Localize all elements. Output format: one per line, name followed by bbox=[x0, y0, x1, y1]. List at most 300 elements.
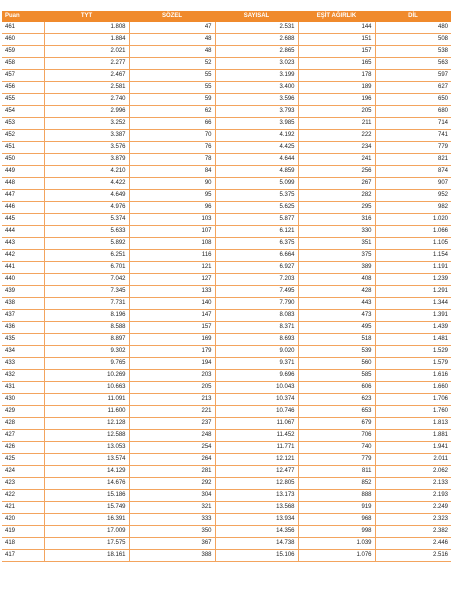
cell-tyt: 16.391 bbox=[44, 514, 129, 526]
cell-puan: 417 bbox=[2, 550, 44, 562]
cell-tyt: 2.996 bbox=[44, 106, 129, 118]
cell-dil: 1.881 bbox=[375, 430, 451, 442]
cell-puan: 450 bbox=[2, 154, 44, 166]
cell-tyt: 15.749 bbox=[44, 502, 129, 514]
cell-puan: 452 bbox=[2, 130, 44, 142]
header-puan: Puan bbox=[2, 11, 44, 22]
cell-tyt: 1.884 bbox=[44, 34, 129, 46]
cell-esit-agirlik: 518 bbox=[298, 334, 375, 346]
cell-esit-agirlik: 316 bbox=[298, 214, 375, 226]
cell-tyt: 12.128 bbox=[44, 418, 129, 430]
cell-puan: 461 bbox=[2, 22, 44, 34]
cell-esit-agirlik: 653 bbox=[298, 406, 375, 418]
cell-tyt: 5.892 bbox=[44, 238, 129, 250]
cell-sozel: 350 bbox=[129, 526, 215, 538]
cell-puan: 441 bbox=[2, 262, 44, 274]
cell-tyt: 2.277 bbox=[44, 58, 129, 70]
table-row bbox=[2, 94, 451, 106]
cell-sayisal: 2.865 bbox=[215, 46, 298, 58]
cell-esit-agirlik: 408 bbox=[298, 274, 375, 286]
cell-esit-agirlik: 811 bbox=[298, 466, 375, 478]
cell-sayisal: 10.374 bbox=[215, 394, 298, 406]
cell-tyt: 12.588 bbox=[44, 430, 129, 442]
cell-dil: 1.391 bbox=[375, 310, 451, 322]
cell-puan: 428 bbox=[2, 418, 44, 430]
cell-sayisal: 7.495 bbox=[215, 286, 298, 298]
cell-esit-agirlik: 679 bbox=[298, 418, 375, 430]
cell-tyt: 7.042 bbox=[44, 274, 129, 286]
cell-tyt: 10.663 bbox=[44, 382, 129, 394]
cell-sayisal: 5.099 bbox=[215, 178, 298, 190]
cell-dil: 1.066 bbox=[375, 226, 451, 238]
cell-sayisal: 12.121 bbox=[215, 454, 298, 466]
cell-esit-agirlik: 295 bbox=[298, 202, 375, 214]
cell-sayisal: 8.083 bbox=[215, 310, 298, 322]
cell-sayisal: 3.400 bbox=[215, 82, 298, 94]
cell-sozel: 133 bbox=[129, 286, 215, 298]
table-row bbox=[2, 370, 451, 382]
cell-sayisal: 6.664 bbox=[215, 250, 298, 262]
cell-tyt: 2.581 bbox=[44, 82, 129, 94]
cell-puan: 445 bbox=[2, 214, 44, 226]
cell-sayisal: 6.375 bbox=[215, 238, 298, 250]
cell-dil: 1.239 bbox=[375, 274, 451, 286]
score-ranking-table bbox=[2, 11, 451, 562]
cell-esit-agirlik: 443 bbox=[298, 298, 375, 310]
cell-dil: 1.291 bbox=[375, 286, 451, 298]
cell-sozel: 78 bbox=[129, 154, 215, 166]
cell-tyt: 3.252 bbox=[44, 118, 129, 130]
cell-dil: 982 bbox=[375, 202, 451, 214]
cell-sozel: 221 bbox=[129, 406, 215, 418]
table-row bbox=[2, 430, 451, 442]
cell-sozel: 70 bbox=[129, 130, 215, 142]
cell-dil: 2.193 bbox=[375, 490, 451, 502]
cell-esit-agirlik: 495 bbox=[298, 322, 375, 334]
cell-tyt: 8.196 bbox=[44, 310, 129, 322]
cell-puan: 449 bbox=[2, 166, 44, 178]
cell-puan: 457 bbox=[2, 70, 44, 82]
cell-esit-agirlik: 888 bbox=[298, 490, 375, 502]
cell-sayisal: 11.452 bbox=[215, 430, 298, 442]
cell-tyt: 2.740 bbox=[44, 94, 129, 106]
cell-sozel: 121 bbox=[129, 262, 215, 274]
header-sozel: SÖZEL bbox=[129, 11, 215, 22]
cell-sozel: 95 bbox=[129, 190, 215, 202]
cell-puan: 424 bbox=[2, 466, 44, 478]
cell-puan: 439 bbox=[2, 286, 44, 298]
table-header bbox=[2, 11, 451, 22]
cell-esit-agirlik: 282 bbox=[298, 190, 375, 202]
cell-puan: 432 bbox=[2, 370, 44, 382]
cell-dil: 480 bbox=[375, 22, 451, 34]
cell-esit-agirlik: 330 bbox=[298, 226, 375, 238]
cell-tyt: 4.210 bbox=[44, 166, 129, 178]
table-row bbox=[2, 142, 451, 154]
cell-sozel: 147 bbox=[129, 310, 215, 322]
score-ranking-table-container bbox=[2, 11, 451, 562]
table-row bbox=[2, 310, 451, 322]
cell-esit-agirlik: 151 bbox=[298, 34, 375, 46]
table-row bbox=[2, 538, 451, 550]
table-row bbox=[2, 82, 451, 94]
cell-sayisal: 2.531 bbox=[215, 22, 298, 34]
header-row bbox=[2, 11, 451, 22]
cell-dil: 779 bbox=[375, 142, 451, 154]
cell-sayisal: 5.625 bbox=[215, 202, 298, 214]
cell-tyt: 6.251 bbox=[44, 250, 129, 262]
table-body bbox=[2, 22, 451, 562]
cell-dil: 1.105 bbox=[375, 238, 451, 250]
cell-puan: 422 bbox=[2, 490, 44, 502]
table-row bbox=[2, 166, 451, 178]
cell-sozel: 237 bbox=[129, 418, 215, 430]
cell-esit-agirlik: 144 bbox=[298, 22, 375, 34]
cell-sayisal: 9.696 bbox=[215, 370, 298, 382]
cell-sayisal: 10.043 bbox=[215, 382, 298, 394]
cell-sayisal: 2.688 bbox=[215, 34, 298, 46]
cell-puan: 440 bbox=[2, 274, 44, 286]
cell-tyt: 8.588 bbox=[44, 322, 129, 334]
header-esit-agirlik: EŞİT AĞIRLIK bbox=[298, 11, 375, 22]
cell-puan: 443 bbox=[2, 238, 44, 250]
cell-sozel: 127 bbox=[129, 274, 215, 286]
cell-puan: 460 bbox=[2, 34, 44, 46]
cell-esit-agirlik: 234 bbox=[298, 142, 375, 154]
cell-tyt: 7.345 bbox=[44, 286, 129, 298]
cell-dil: 2.133 bbox=[375, 478, 451, 490]
cell-sozel: 292 bbox=[129, 478, 215, 490]
cell-esit-agirlik: 267 bbox=[298, 178, 375, 190]
cell-puan: 437 bbox=[2, 310, 44, 322]
header-sayisal: SAYISAL bbox=[215, 11, 298, 22]
cell-tyt: 3.879 bbox=[44, 154, 129, 166]
cell-dil: 1.813 bbox=[375, 418, 451, 430]
cell-dil: 1.706 bbox=[375, 394, 451, 406]
cell-tyt: 3.576 bbox=[44, 142, 129, 154]
cell-tyt: 4.976 bbox=[44, 202, 129, 214]
cell-puan: 455 bbox=[2, 94, 44, 106]
cell-tyt: 15.186 bbox=[44, 490, 129, 502]
cell-sozel: 52 bbox=[129, 58, 215, 70]
cell-dil: 2.516 bbox=[375, 550, 451, 562]
cell-sozel: 169 bbox=[129, 334, 215, 346]
cell-sayisal: 13.934 bbox=[215, 514, 298, 526]
cell-tyt: 9.765 bbox=[44, 358, 129, 370]
cell-tyt: 14.129 bbox=[44, 466, 129, 478]
cell-esit-agirlik: 919 bbox=[298, 502, 375, 514]
table-row bbox=[2, 454, 451, 466]
cell-tyt: 8.897 bbox=[44, 334, 129, 346]
cell-dil: 1.439 bbox=[375, 322, 451, 334]
header-dil: DİL bbox=[375, 11, 451, 22]
cell-dil: 952 bbox=[375, 190, 451, 202]
table-row bbox=[2, 502, 451, 514]
cell-sayisal: 8.693 bbox=[215, 334, 298, 346]
table-row bbox=[2, 58, 451, 70]
cell-esit-agirlik: 585 bbox=[298, 370, 375, 382]
table-row bbox=[2, 526, 451, 538]
cell-esit-agirlik: 740 bbox=[298, 442, 375, 454]
cell-sayisal: 3.793 bbox=[215, 106, 298, 118]
table-row bbox=[2, 394, 451, 406]
cell-sayisal: 15.106 bbox=[215, 550, 298, 562]
cell-sozel: 55 bbox=[129, 82, 215, 94]
cell-sozel: 90 bbox=[129, 178, 215, 190]
cell-sayisal: 13.568 bbox=[215, 502, 298, 514]
cell-sozel: 116 bbox=[129, 250, 215, 262]
cell-sayisal: 3.596 bbox=[215, 94, 298, 106]
header-tyt: TYT bbox=[44, 11, 129, 22]
cell-dil: 1.941 bbox=[375, 442, 451, 454]
table-row bbox=[2, 130, 451, 142]
cell-sayisal: 9.020 bbox=[215, 346, 298, 358]
cell-esit-agirlik: 852 bbox=[298, 478, 375, 490]
cell-esit-agirlik: 389 bbox=[298, 262, 375, 274]
cell-puan: 447 bbox=[2, 190, 44, 202]
cell-puan: 454 bbox=[2, 106, 44, 118]
cell-sayisal: 11.771 bbox=[215, 442, 298, 454]
cell-dil: 1.020 bbox=[375, 214, 451, 226]
cell-sozel: 47 bbox=[129, 22, 215, 34]
table-row bbox=[2, 550, 451, 562]
cell-dil: 907 bbox=[375, 178, 451, 190]
table-row bbox=[2, 34, 451, 46]
table-row bbox=[2, 406, 451, 418]
cell-puan: 451 bbox=[2, 142, 44, 154]
cell-puan: 456 bbox=[2, 82, 44, 94]
table-row bbox=[2, 190, 451, 202]
cell-tyt: 13.053 bbox=[44, 442, 129, 454]
cell-puan: 433 bbox=[2, 358, 44, 370]
cell-puan: 448 bbox=[2, 178, 44, 190]
cell-dil: 597 bbox=[375, 70, 451, 82]
cell-tyt: 5.374 bbox=[44, 214, 129, 226]
table-row bbox=[2, 106, 451, 118]
table-row bbox=[2, 22, 451, 34]
cell-dil: 627 bbox=[375, 82, 451, 94]
cell-puan: 444 bbox=[2, 226, 44, 238]
cell-tyt: 18.161 bbox=[44, 550, 129, 562]
cell-tyt: 17.009 bbox=[44, 526, 129, 538]
table-row bbox=[2, 490, 451, 502]
cell-esit-agirlik: 539 bbox=[298, 346, 375, 358]
cell-sayisal: 12.805 bbox=[215, 478, 298, 490]
cell-sayisal: 11.067 bbox=[215, 418, 298, 430]
table-row bbox=[2, 298, 451, 310]
cell-esit-agirlik: 473 bbox=[298, 310, 375, 322]
cell-dil: 1.481 bbox=[375, 334, 451, 346]
table-row bbox=[2, 70, 451, 82]
cell-dil: 563 bbox=[375, 58, 451, 70]
cell-dil: 1.529 bbox=[375, 346, 451, 358]
cell-esit-agirlik: 375 bbox=[298, 250, 375, 262]
cell-dil: 874 bbox=[375, 166, 451, 178]
cell-dil: 1.760 bbox=[375, 406, 451, 418]
table-row bbox=[2, 514, 451, 526]
cell-tyt: 9.302 bbox=[44, 346, 129, 358]
cell-dil: 714 bbox=[375, 118, 451, 130]
cell-sozel: 248 bbox=[129, 430, 215, 442]
cell-dil: 1.344 bbox=[375, 298, 451, 310]
cell-esit-agirlik: 706 bbox=[298, 430, 375, 442]
table-row bbox=[2, 154, 451, 166]
cell-puan: 419 bbox=[2, 526, 44, 538]
cell-puan: 458 bbox=[2, 58, 44, 70]
cell-sayisal: 8.371 bbox=[215, 322, 298, 334]
cell-esit-agirlik: 189 bbox=[298, 82, 375, 94]
cell-sayisal: 9.371 bbox=[215, 358, 298, 370]
cell-sozel: 203 bbox=[129, 370, 215, 382]
cell-sozel: 321 bbox=[129, 502, 215, 514]
cell-sozel: 194 bbox=[129, 358, 215, 370]
cell-sozel: 157 bbox=[129, 322, 215, 334]
cell-sayisal: 6.121 bbox=[215, 226, 298, 238]
cell-dil: 680 bbox=[375, 106, 451, 118]
cell-puan: 434 bbox=[2, 346, 44, 358]
cell-sozel: 55 bbox=[129, 70, 215, 82]
cell-esit-agirlik: 998 bbox=[298, 526, 375, 538]
cell-tyt: 3.387 bbox=[44, 130, 129, 142]
cell-sayisal: 3.023 bbox=[215, 58, 298, 70]
cell-sozel: 108 bbox=[129, 238, 215, 250]
cell-sayisal: 7.790 bbox=[215, 298, 298, 310]
cell-sozel: 205 bbox=[129, 382, 215, 394]
cell-dil: 2.382 bbox=[375, 526, 451, 538]
cell-puan: 420 bbox=[2, 514, 44, 526]
table-row bbox=[2, 466, 451, 478]
cell-sozel: 84 bbox=[129, 166, 215, 178]
cell-dil: 2.323 bbox=[375, 514, 451, 526]
cell-esit-agirlik: 968 bbox=[298, 514, 375, 526]
cell-tyt: 2.467 bbox=[44, 70, 129, 82]
cell-esit-agirlik: 165 bbox=[298, 58, 375, 70]
cell-tyt: 1.808 bbox=[44, 22, 129, 34]
table-row bbox=[2, 274, 451, 286]
table-row bbox=[2, 262, 451, 274]
cell-esit-agirlik: 205 bbox=[298, 106, 375, 118]
cell-esit-agirlik: 779 bbox=[298, 454, 375, 466]
table-row bbox=[2, 286, 451, 298]
cell-tyt: 2.021 bbox=[44, 46, 129, 58]
table-row bbox=[2, 442, 451, 454]
cell-puan: 446 bbox=[2, 202, 44, 214]
cell-puan: 429 bbox=[2, 406, 44, 418]
cell-puan: 435 bbox=[2, 334, 44, 346]
cell-tyt: 4.422 bbox=[44, 178, 129, 190]
cell-tyt: 17.575 bbox=[44, 538, 129, 550]
cell-tyt: 6.701 bbox=[44, 262, 129, 274]
cell-puan: 427 bbox=[2, 430, 44, 442]
cell-sozel: 140 bbox=[129, 298, 215, 310]
cell-dil: 650 bbox=[375, 94, 451, 106]
cell-esit-agirlik: 178 bbox=[298, 70, 375, 82]
cell-sozel: 264 bbox=[129, 454, 215, 466]
cell-puan: 442 bbox=[2, 250, 44, 262]
cell-sayisal: 3.199 bbox=[215, 70, 298, 82]
table-row bbox=[2, 322, 451, 334]
cell-dil: 1.191 bbox=[375, 262, 451, 274]
cell-sozel: 281 bbox=[129, 466, 215, 478]
cell-sayisal: 4.859 bbox=[215, 166, 298, 178]
cell-puan: 430 bbox=[2, 394, 44, 406]
cell-sayisal: 14.356 bbox=[215, 526, 298, 538]
table-row bbox=[2, 46, 451, 58]
cell-dil: 741 bbox=[375, 130, 451, 142]
cell-dil: 2.249 bbox=[375, 502, 451, 514]
cell-dil: 1.579 bbox=[375, 358, 451, 370]
cell-sozel: 254 bbox=[129, 442, 215, 454]
cell-sozel: 59 bbox=[129, 94, 215, 106]
table-row bbox=[2, 118, 451, 130]
cell-sayisal: 12.477 bbox=[215, 466, 298, 478]
cell-esit-agirlik: 256 bbox=[298, 166, 375, 178]
cell-esit-agirlik: 606 bbox=[298, 382, 375, 394]
cell-puan: 426 bbox=[2, 442, 44, 454]
table-row bbox=[2, 334, 451, 346]
table-row bbox=[2, 382, 451, 394]
cell-puan: 425 bbox=[2, 454, 44, 466]
cell-tyt: 10.269 bbox=[44, 370, 129, 382]
table-row bbox=[2, 418, 451, 430]
cell-esit-agirlik: 196 bbox=[298, 94, 375, 106]
cell-sayisal: 5.877 bbox=[215, 214, 298, 226]
cell-tyt: 5.633 bbox=[44, 226, 129, 238]
cell-puan: 453 bbox=[2, 118, 44, 130]
cell-puan: 438 bbox=[2, 298, 44, 310]
cell-sayisal: 3.985 bbox=[215, 118, 298, 130]
cell-dil: 538 bbox=[375, 46, 451, 58]
table-row bbox=[2, 214, 451, 226]
cell-tyt: 13.574 bbox=[44, 454, 129, 466]
table-row bbox=[2, 358, 451, 370]
table-row bbox=[2, 250, 451, 262]
cell-sozel: 107 bbox=[129, 226, 215, 238]
table-row bbox=[2, 238, 451, 250]
cell-sozel: 62 bbox=[129, 106, 215, 118]
table-row bbox=[2, 346, 451, 358]
cell-tyt: 4.649 bbox=[44, 190, 129, 202]
table-row bbox=[2, 202, 451, 214]
cell-sozel: 66 bbox=[129, 118, 215, 130]
cell-esit-agirlik: 157 bbox=[298, 46, 375, 58]
cell-puan: 423 bbox=[2, 478, 44, 490]
cell-sayisal: 7.203 bbox=[215, 274, 298, 286]
cell-tyt: 11.600 bbox=[44, 406, 129, 418]
cell-sozel: 367 bbox=[129, 538, 215, 550]
cell-sozel: 213 bbox=[129, 394, 215, 406]
cell-sayisal: 4.192 bbox=[215, 130, 298, 142]
cell-sozel: 48 bbox=[129, 46, 215, 58]
cell-sozel: 103 bbox=[129, 214, 215, 226]
cell-esit-agirlik: 560 bbox=[298, 358, 375, 370]
cell-esit-agirlik: 211 bbox=[298, 118, 375, 130]
cell-puan: 421 bbox=[2, 502, 44, 514]
cell-sozel: 76 bbox=[129, 142, 215, 154]
cell-dil: 1.154 bbox=[375, 250, 451, 262]
cell-sozel: 179 bbox=[129, 346, 215, 358]
cell-sayisal: 10.746 bbox=[215, 406, 298, 418]
cell-puan: 431 bbox=[2, 382, 44, 394]
cell-sayisal: 4.425 bbox=[215, 142, 298, 154]
cell-sozel: 333 bbox=[129, 514, 215, 526]
cell-sayisal: 5.375 bbox=[215, 190, 298, 202]
cell-sayisal: 13.173 bbox=[215, 490, 298, 502]
cell-dil: 2.446 bbox=[375, 538, 451, 550]
cell-sozel: 96 bbox=[129, 202, 215, 214]
cell-dil: 508 bbox=[375, 34, 451, 46]
cell-sozel: 388 bbox=[129, 550, 215, 562]
